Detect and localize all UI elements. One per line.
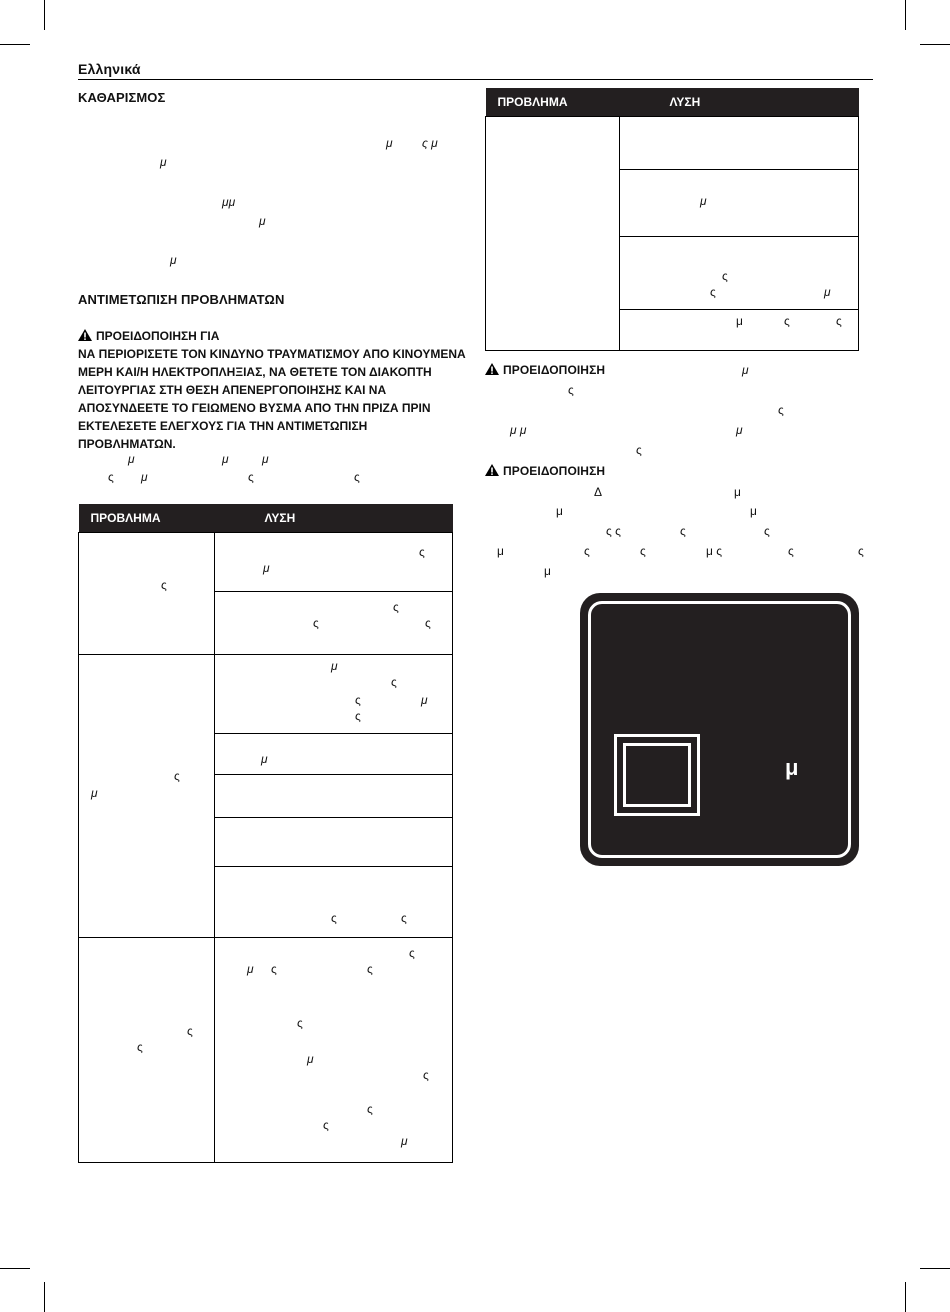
solution-cell — [215, 734, 453, 775]
solution-cell — [215, 533, 453, 592]
text-fragment: μ — [222, 452, 229, 466]
text-fragment: μ — [141, 470, 148, 484]
warning-icon — [485, 363, 499, 375]
text-fragment: ς — [323, 1118, 329, 1132]
text-fragment: ς — [409, 946, 415, 960]
text-fragment: ς — [174, 769, 180, 783]
text-fragment: ς — [425, 616, 431, 630]
text-fragment: μ ς — [706, 544, 723, 558]
text-fragment: ς — [355, 693, 361, 707]
solution-cell — [620, 117, 859, 170]
text-fragment: ς — [788, 544, 794, 558]
solution-cell — [620, 310, 859, 351]
text-fragment: ς — [393, 600, 399, 614]
text-fragment: ς — [423, 1068, 429, 1082]
text-fragment: ς — [858, 544, 864, 558]
warning-heading-2 — [485, 464, 605, 478]
text-fragment: ς — [271, 962, 277, 976]
text-fragment: μ — [331, 659, 338, 673]
problem-cell — [79, 938, 215, 1163]
crop-mark — [44, 1282, 45, 1312]
crop-mark — [920, 1268, 950, 1269]
crop-mark — [905, 1282, 906, 1312]
text-fragment: μ — [91, 786, 98, 800]
warning-title: ΠΡΟΕΙΔΟΠΟΙΗΣΗ — [503, 363, 606, 377]
warning-icon — [78, 329, 92, 341]
troubleshooting-heading: ΑΝΤΙΜΕΤΩΠΙΣΗ ΠΡΟΒΛΗΜΑΤΩΝ — [78, 292, 285, 307]
text-fragment: Δ — [594, 485, 603, 499]
warning-title: ΠΡΟΕΙΔΟΠΟΙΗΣΗ — [503, 464, 606, 478]
header-rule — [78, 79, 873, 80]
text-fragment: ς — [636, 443, 642, 457]
text-fragment: ς — [187, 1024, 193, 1038]
solution-cell — [215, 655, 453, 734]
text-fragment: ς — [778, 403, 784, 417]
text-fragment: ς — [161, 578, 167, 592]
text-fragment: μ — [556, 504, 563, 518]
warning-heading-1 — [485, 363, 605, 377]
sign-symbol: μ — [785, 755, 799, 780]
text-fragment: ς — [297, 1016, 303, 1030]
text-fragment: ς — [784, 314, 790, 328]
solution-cell — [620, 237, 859, 310]
crop-mark — [920, 44, 950, 45]
text-fragment: ς — [680, 524, 686, 538]
text-fragment: μ — [544, 564, 551, 578]
solution-cell — [620, 170, 859, 237]
text-fragment: ς — [391, 675, 397, 689]
text-fragment: μ — [421, 693, 428, 707]
text-fragment: ς — [108, 470, 114, 484]
warning-title: ΠΡΟΕΙΔΟΠΟΙΗΣΗ ΓΙΑ — [96, 329, 220, 343]
text-fragment: μ — [259, 214, 266, 228]
text-fragment: ς — [710, 285, 716, 299]
text-fragment: μ — [160, 155, 167, 169]
solution-cell — [215, 592, 453, 655]
text-fragment: μ — [170, 253, 177, 267]
problem-cell — [486, 117, 620, 351]
crop-mark — [0, 44, 30, 45]
text-fragment: μ — [262, 452, 269, 466]
text-fragment: ς — [354, 470, 360, 484]
troubleshooting-table-right — [485, 88, 859, 351]
text-fragment: μ — [497, 544, 504, 558]
text-fragment: μ — [700, 194, 707, 208]
text-fragment: ς — [137, 1040, 143, 1054]
text-fragment: ς — [836, 314, 842, 328]
text-fragment: μ — [261, 752, 268, 766]
text-fragment: μ — [401, 1134, 408, 1148]
text-fragment: ς — [313, 616, 319, 630]
text-fragment: μ — [736, 423, 743, 437]
text-fragment: ς — [764, 524, 770, 538]
solution-cell — [215, 818, 453, 867]
text-fragment: ς — [584, 544, 590, 558]
text-fragment: ς — [355, 709, 361, 723]
text-fragment: ς — [419, 545, 425, 559]
text-fragment: μ — [247, 962, 254, 976]
cleaning-heading: ΚΑΘΑΡΙΣΜΟΣ — [78, 90, 166, 105]
language-header: Ελληνικά — [78, 61, 141, 77]
text-fragment: ς ς — [606, 524, 621, 538]
crop-mark — [0, 1268, 30, 1269]
text-fragment: μ — [128, 452, 135, 466]
text-fragment: ς μ — [422, 136, 438, 150]
text-fragment: ς — [331, 911, 337, 925]
sign-square-symbol — [614, 734, 700, 816]
text-fragment: μ — [750, 504, 757, 518]
text-fragment: ς — [401, 911, 407, 925]
problem-column-header: ΠΡΟΒΛΗΜΑ — [79, 504, 215, 533]
text-fragment: ς — [367, 962, 373, 976]
solution-cell — [215, 775, 453, 818]
text-fragment: ς — [367, 1102, 373, 1116]
text-fragment: μ μ — [510, 423, 527, 437]
troubleshooting-table-left — [78, 504, 453, 1163]
text-fragment: μ — [386, 136, 393, 150]
sign-border — [588, 601, 851, 858]
text-fragment: ς — [568, 383, 574, 397]
solution-cell — [215, 867, 453, 938]
warning-text: ΝΑ ΠΕΡΙΟΡΙΣΕΤΕ ΤΟΝ ΚΙΝΔΥΝΟ ΤΡΑΥΜΑΤΙΣΜΟΥ ΑΠΟ ΚΙΝΟΥΜΕΝΑ ΜΕΡΗ ΚΑΙ/Η ΗΛΕΚΤΡΟΠΛΗΞΙΑΣ, ΝΑ ΘΕΤΕΤΕ ΤΟΝ ΔΙΑΚΟΠΤΗ ΛΕΙΤΟΥΡΓΙΑΣ ΣΤΗ ΘΕΣΗ ΑΠΕΝΕΡΓΟΠΟΙΗΣΗΣ ΚΑΙ ΝΑ ΑΠΟΣΥΝΔΕΕΤΕ ΤΟ ΓΕΙΩΜΕΝΟ ΒΥΣΜΑ ΑΠΟ ΤΗΝ ΠΡΙΖΑ ΠΡΙΝ ΕΚΤΕΛΕΣΕΤΕ ΕΛΕΓΧΟΥΣ ΓΙΑ ΤΗΝ ΑΝΤΙΜΕΤΩΠΙΣΗ ΠΡΟΒΛΗΜΑΤΩΝ. — [78, 347, 466, 451]
crop-mark — [905, 0, 906, 30]
text-fragment: μ — [824, 285, 831, 299]
warning-block — [78, 327, 466, 453]
text-fragment: μ — [734, 485, 741, 499]
text-fragment: μ — [742, 363, 749, 377]
warning-title-row — [78, 327, 466, 345]
text-fragment: ς — [248, 470, 254, 484]
text-fragment: μμ — [222, 195, 236, 209]
sign-square-inner — [623, 743, 691, 807]
text-fragment: ς — [722, 269, 728, 283]
text-fragment: ς — [640, 544, 646, 558]
crop-mark — [44, 0, 45, 30]
warning-icon — [485, 464, 499, 476]
problem-cell — [79, 533, 215, 655]
text-fragment: μ — [263, 561, 270, 575]
solution-cell — [215, 938, 453, 1163]
problem-cell — [79, 655, 215, 938]
solution-column-header: ΛΥΣΗ — [215, 504, 453, 533]
solution-column-header: ΛΥΣΗ — [620, 88, 859, 117]
caution-sign — [580, 593, 859, 866]
problem-column-header: ΠΡΟΒΛΗΜΑ — [486, 88, 620, 117]
text-fragment: μ — [736, 314, 743, 328]
text-fragment: μ — [307, 1052, 314, 1066]
